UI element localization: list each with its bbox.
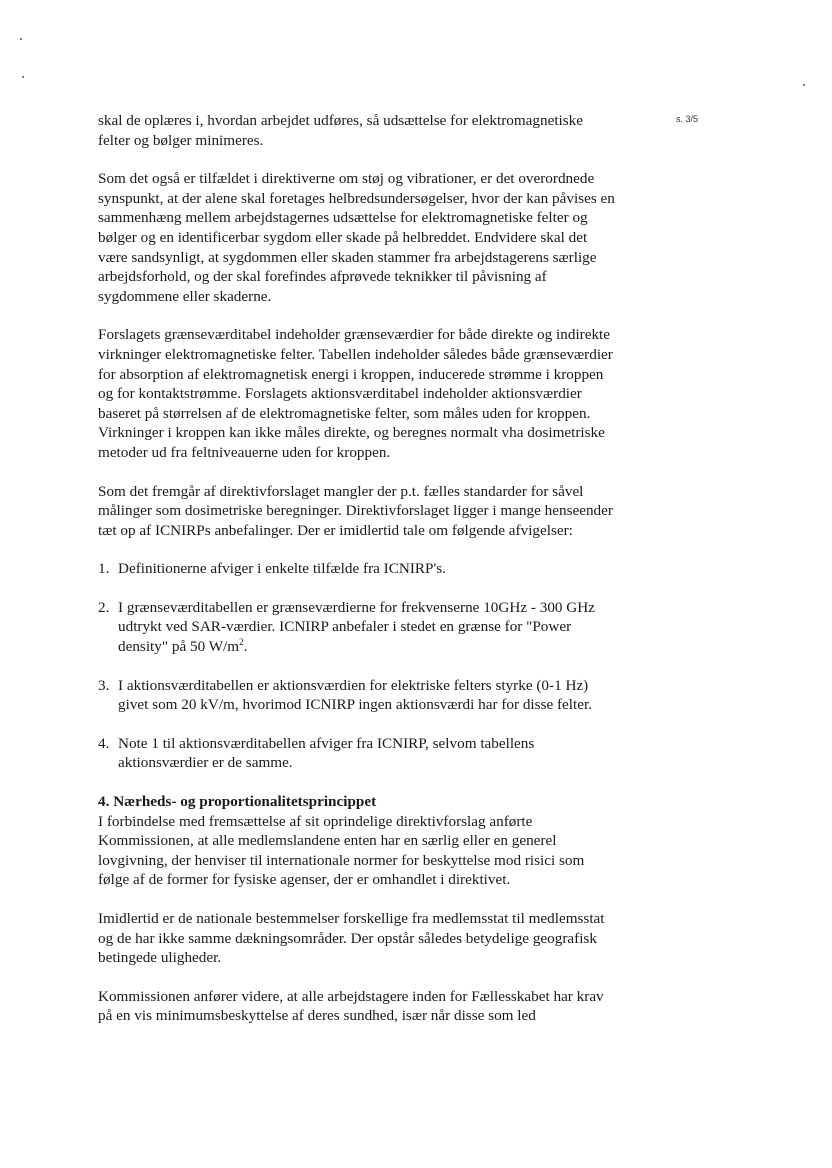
list-number: 2. [98,598,110,616]
scan-speck [803,84,805,86]
paragraph-intro: skal de oplæres i, hvordan arbejdet udføres, så udsættelse for elektromagnetiske felter og bølger minimeres. [98,112,584,149]
superscript: 2 [239,637,244,647]
list-text: Note 1 til aktionsværditabellen afviger fra ICNIRP, selvom tabellens aktionsværdier er de samme. [118,734,535,772]
scan-speck [22,76,24,78]
list-number: 4. [98,734,110,752]
paragraph-section-1: I forbindelse med fremsættelse af sit oprindelige direktivforslag anførte Kommissionen, at alle medlemslandene enten har en særlig eller en generel lovgivning, der henviser til internationale normer for beskyttelse mod risici som følge af de former for fysiske agenser, der er omhandlet i direktivet. [98,812,585,889]
section-heading: 4. Nærheds- og proportionalitetsprincippet [98,793,377,811]
list-text-end: . [243,638,248,656]
list-number: 3. [98,676,110,694]
paragraph-section-3: Kommissionen anfører videre, at alle arbejdstagere inden for Fællesskabet har krav på en vis minimumsbeskyttelse af deres sundhed, især når disse som led [98,987,604,1025]
list-item [98,559,618,579]
list-item [98,676,618,715]
paragraph-limit-table: Forslagets grænseværditabel indeholder grænseværdier for både direkte og indirekte virkninger elektromagnetiske felter. Tabellen indeholder således både grænseværdier for absorption af elektromagnetisk energi i kroppen, inducerede strømme i kroppen og for kontaktstrømme. Forslagets aktionsværditabel indeholder aktionsværdier baseret på størrelsen af de elektromagnetiske felter, som måles uden for kroppen. Virkninger i kroppen kan ikke måles direkte, og beregnes normalt vha dosimetriske metoder ud fra feltniveauerne uden for kroppen. [98,326,613,461]
list-text: I aktionsværditabellen er aktionsværdien for elektriske felters styrke (0-1 Hz) givet som 20 kV/m, hvorimod ICNIRP ingen aktionsværdi har for disse felter. [118,676,592,714]
list-item [98,734,618,773]
page-number: s. 3/5 [676,114,699,124]
document-body [98,111,618,1026]
scan-speck [20,38,22,40]
deviation-list [98,559,618,773]
list-text: I grænseværditabellen er grænseværdierne for frekvenserne 10GHz - 300 GHz udtrykt ved SAR-værdier. ICNIRP anbefaler i stedet en grænse for "Power density" på 50 W/m [118,598,595,656]
paragraph-deviations: Som det fremgår af direktivforslaget mangler der p.t. fælles standarder for såvel målinger som dosimetriske beregninger. Direktivforslaget ligger i mange henseender tæt op af ICNIRPs anbefalinger. Der er imidlertid tale om følgende afvigelser: [98,482,613,539]
list-number: 1. [98,560,110,578]
list-text: Definitionerne afviger i enkelte tilfælde fra ICNIRP's. [118,560,446,578]
paragraph-health-checks: Som det også er tilfældet i direktiverne om støj og vibrationer, er det overordnede synspunkt, at der alene skal foretages helbredsundersøgelser, hvor der kan påvises en sammenhæng mellem arbejdstagernes udsættelse for elektromagnetiske felter og bølger og en identificerbar sygdom eller skade på helbreddet. Endvidere skal det være sandsynligt, at sygdommen eller skaden stammer fra arbejdstagerens særlige arbejdsforhold, og der skal forefindes afprøvede teknikker til påvisning af sygdommene eller skaderne. [98,170,615,305]
paragraph-section-2: Imidlertid er de nationale bestemmelser forskellige fra medlemsstat til medlemsstat og de har ikke samme dækningsområder. Der opstår således betydelige geografisk betingede uligheder. [98,910,605,967]
list-item [98,598,618,657]
